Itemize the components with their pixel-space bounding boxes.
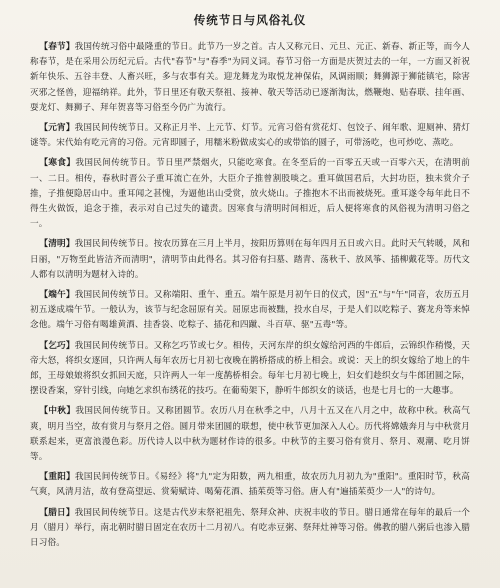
- festival-heading: 【端午】: [39, 290, 75, 301]
- festival-paragraph: [30, 40, 470, 116]
- festival-heading: 【乞巧】: [39, 340, 75, 351]
- document-title: 传统节日与风俗礼仪: [193, 13, 307, 27]
- festival-heading: 【重阳】: [39, 472, 76, 483]
- festival-heading: 【春节】: [39, 42, 75, 52]
- festival-paragraph: [30, 339, 470, 400]
- festival-text: 我国民间传统节日。按农历算在三月上半月，按阳历算则在每年四月五日或六日。此时天气转暖，风和日丽，"万物至此皆洁齐而清明"，清明节由此得名。其习俗有扫墓、踏青、荡秋千、放风筝、插柳戴花等。历代文人都有以清明为题材入诗的。: [30, 239, 470, 280]
- document-body: [30, 40, 470, 551]
- festival-heading: 【清明】: [39, 239, 75, 250]
- festival-text: 我国民间传统节日。又称乞巧节或七夕。相传，天河东岸的织女嫁给河西的牛郎后，云锦织作稍慢，天帝大怒，将织女逐回，只许两人每年农历七月初七夜晚在鹊桥搭成的桥上相会。或说：天上的织女嫁给了地上的牛郎，王母娘娘将织女抓回天庭，只许两人一年一度鹊桥相会。每年七月初七晚上，妇女们趁织女与牛郎团圆之际，摆设香案，穿针引线，向她乞求织布绣花的技巧。在葡萄架下，静听牛郎织女的谈话，也是七月七的一大趣事。: [30, 340, 470, 397]
- festival-heading: 【中秋】: [39, 406, 76, 417]
- festival-heading: 【元宵】: [39, 123, 75, 134]
- festival-paragraph: [30, 506, 470, 552]
- festival-paragraph: [30, 404, 470, 465]
- festival-paragraph: [30, 237, 470, 283]
- festival-text: 我国民间传统节日。这是古代岁末祭祀祖先、祭拜众神、庆祝丰收的节日。腊日通常在每年的最后一个月（腊月）举行，南北朝时腊日固定在农历十二月初八。有吃赤豆粥、祭拜灶神等习俗。佛教的腊八粥后也渗入腊日习俗。: [30, 507, 470, 549]
- festival-text: 我国传统习俗中最隆重的节日。此节乃一岁之首。古人又称元日、元旦、元正、新春、新正等，而今人称春节，是在采用公历纪元后。古代"春节"与"春季"为同义词。春节习俗一方面是庆贺过去的一年，一方面又祈祝新年快乐、五谷丰登、人畜兴旺，多与农事有关。迎龙舞龙为取悦龙神保佑，风调雨顺；舞狮源于狮能镇宅，除害灭邪之怪兽，迎福纳祥。此外，节日里还有敬天祭祖、接神、敬天等活动已逐渐淘汰，燃鞭炮、贴春联、挂年画、耍龙灯、舞狮子、拜年贺喜等习俗至今仍广为流行。: [30, 42, 470, 113]
- festival-paragraph: [30, 288, 470, 334]
- festival-paragraph: [30, 470, 470, 500]
- festival-text: 我国民间传统节日。又称端阳、重午、重五。端午原是月初午日的仪式，因"五"与"午"同音，农历五月初五遂成端午节。一般认为，该节与纪念屈原有关。屈原忠而被黜，投水自尽，于是人们以吃粽子、赛龙舟等来悼念他。端午习俗有喝雄黄酒、挂香袋、吃粽子、插花和四蹴、斗百草、驱"五毒"等。: [30, 290, 470, 331]
- festival-text: 我国民间传统节日。又称正月半、上元节、灯节。元宵习俗有赏花灯、包饺子、闹年歌、迎厕神、猜灯谜等。宋代始有吃元宵的习俗。元宵即圆子，用糯米粉做成实心的或带馅的圆子，可带汤吃，也可炒吃、蒸吃。: [30, 123, 470, 149]
- festival-paragraph: [30, 121, 470, 151]
- festival-text: 我国民间传统节日。《易经》将"九"定为阳数，两九相重，故农历九月初九为"重阳"。重阳时节，秋高气爽，风清月洁，故有登高望远、赏菊赋诗、喝菊花酒、插茱萸等习俗。唐人有"遍插茱萸少一人"的诗句。: [30, 472, 470, 498]
- festival-heading: 【腊日】: [39, 507, 75, 518]
- festival-text: 我国民间传统节日。节日里严禁烟火，只能吃寒食。在冬至后的一百零五天或一百零六天，在清明前一、二日。相传，春秋时晋公子重耳流亡在外，大臣介子推曾割股啖之。重耳做国君后，大封功臣，独未赏介子推，子推便隐居山中。重耳闻之甚愧，为逼他出山受赏，放火烧山。子推抱木不出而被烧死。重耳遂令每年此日不得生火做饭，追念于推，表示对自己过失的谴责。因寒食与清明时间相近，后人便将寒食的风俗视为清明习俗之一。: [30, 158, 470, 230]
- festival-heading: 【寒食】: [39, 158, 76, 169]
- festival-paragraph: [30, 156, 470, 232]
- festival-text: 我国民间传统节日。又称团圆节。农历八月在秋季之中，八月十五又在八月之中，故称中秋。秋高气爽，明月当空，故有赏月与祭月之俗。圆月带来团圆的联想，使中秋节更加深入人心。历代将嫦娥奔月与中秋赏月联系起来，更富浪漫色彩。历代诗人以中秋为题材作诗的很多。中秋节的主要习俗有赏月、祭月、观潮、吃月饼等。: [30, 406, 470, 463]
